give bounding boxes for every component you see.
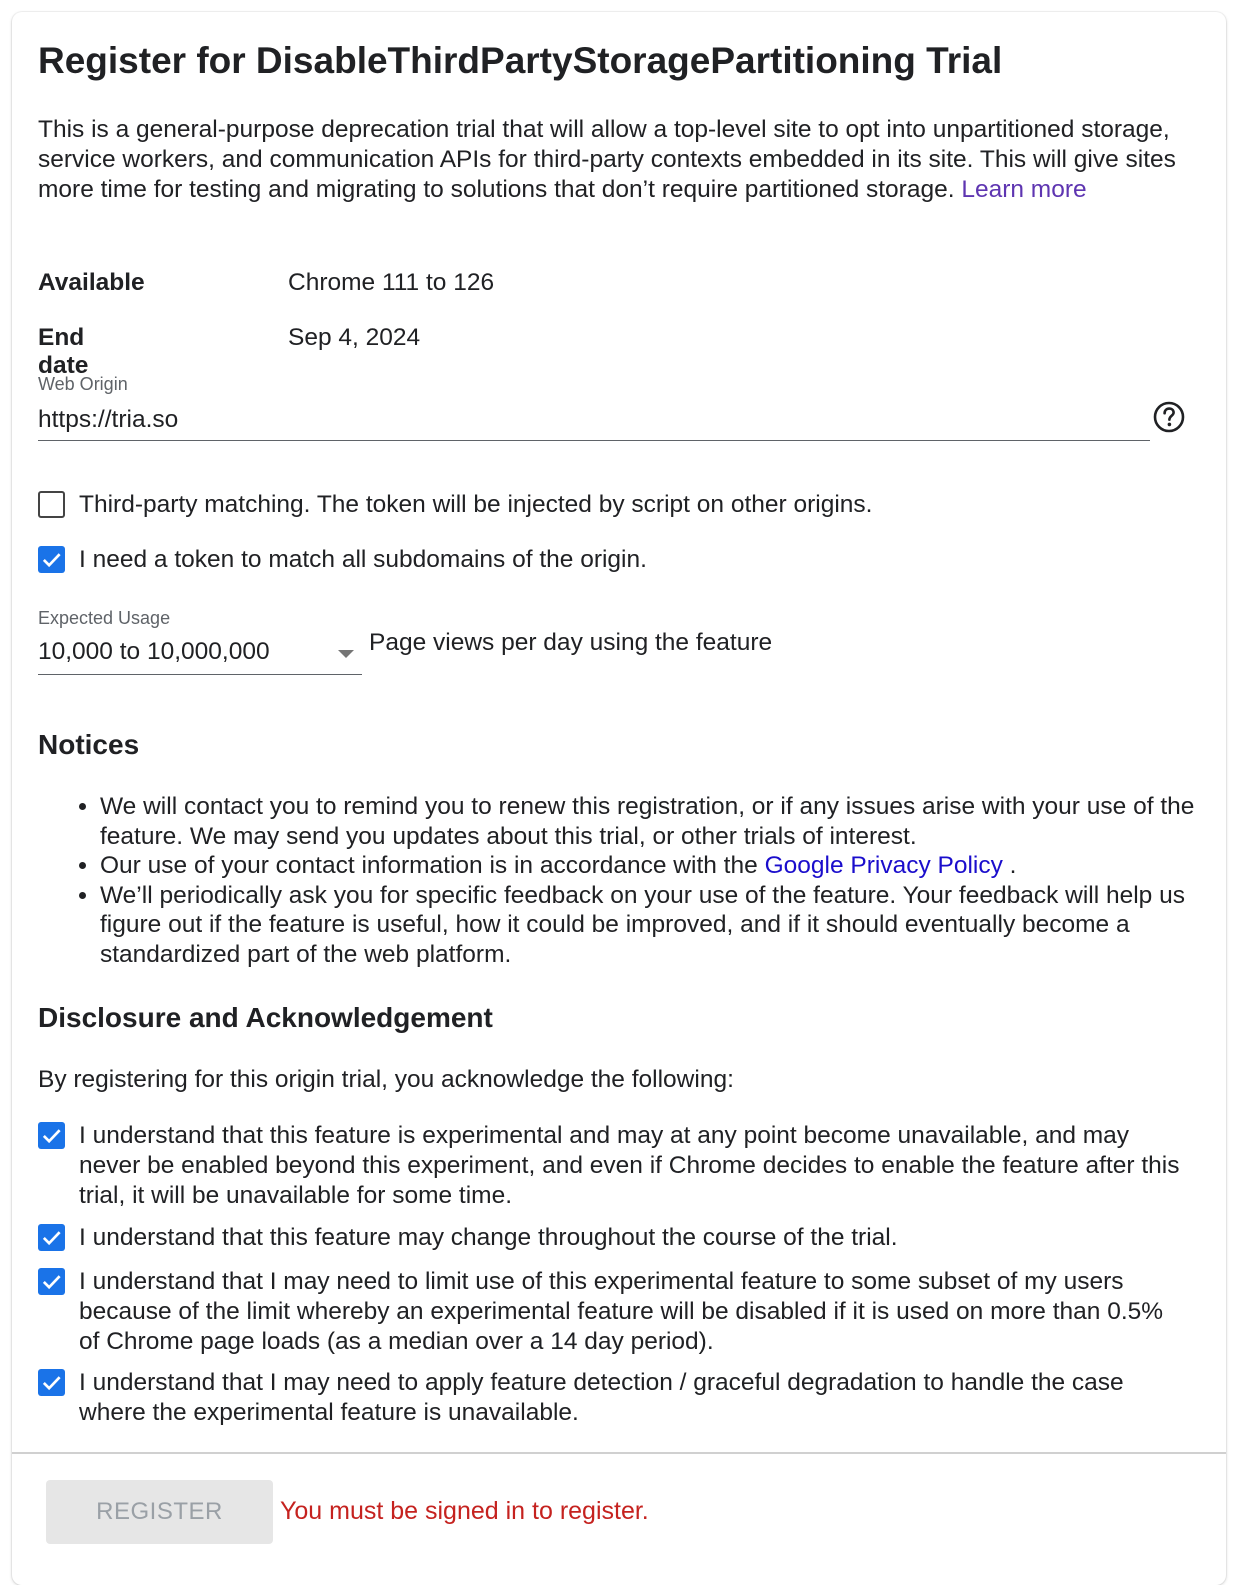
ack-label-detection: I understand that I may need to apply feature detection / graceful degradation to handle the case where the experimental feature is unavailable.: [79, 1369, 1124, 1426]
notices-heading: Notices: [38, 729, 140, 760]
end-date-value: Sep 4, 2024: [288, 324, 421, 351]
checkmark-icon: [40, 1371, 63, 1394]
expected-usage-value: 10,000 to 10,000,000: [38, 638, 270, 665]
expected-usage-suffix: Page views per day using the feature: [369, 629, 773, 656]
subdomains-checkbox[interactable]: [38, 546, 65, 573]
ack-checkbox-limit[interactable]: [38, 1268, 65, 1295]
privacy-policy-link[interactable]: Google Privacy Policy: [764, 852, 1003, 879]
checkmark-icon: [40, 548, 63, 571]
notices-list: [38, 792, 1198, 969]
notice-item: • We’ll periodically ask you for specific feedback on your use of the feature. Your feedback will help us figure out if the feature is useful, how it could be improved, and if it should eventually become a standardized part of the web platform.: [100, 881, 1198, 970]
registration-card: [12, 12, 1226, 1585]
third-party-matching-checkbox[interactable]: [38, 491, 65, 518]
disclosure-intro: By registering for this origin trial, you acknowledge the following:: [38, 1066, 734, 1093]
available-label: Available: [38, 269, 145, 296]
ack-label-experimental: I understand that this feature is experimental and may at any point become unavailable, and may never be enabled beyond this experiment, and even if Chrome decides to enable the feature after this trial, it will be unavailable for some time.: [79, 1122, 1180, 1209]
checkmark-icon: [40, 1270, 63, 1293]
notice-item: • We will contact you to remind you to renew this registration, or if any issues arise with your use of the feature. We may send you updates about this trial, or other trials of interest.: [100, 792, 1198, 851]
notice-item-text: Our use of your contact information is in accordance with the: [100, 852, 758, 879]
notice-item-suffix: .: [1009, 852, 1017, 879]
expected-usage-label: Expected Usage: [38, 608, 171, 628]
ack-checkbox-detection[interactable]: [38, 1369, 65, 1396]
register-button[interactable]: REGISTER: [46, 1480, 273, 1544]
footer-divider: [12, 1452, 1226, 1454]
web-origin-input[interactable]: [38, 400, 1150, 441]
page-title: Register for DisableThirdPartyStoragePartitioning Trial: [38, 40, 1003, 81]
third-party-matching-label: Third-party matching. The token will be injected by script on other origins.: [79, 491, 873, 518]
notice-item: [100, 851, 1198, 881]
web-origin-label: Web Origin: [38, 374, 128, 394]
help-circle-icon[interactable]: [1152, 400, 1186, 434]
ack-label-change: I understand that this feature may change throughout the course of the trial.: [79, 1224, 898, 1251]
ack-checkbox-experimental[interactable]: [38, 1122, 65, 1149]
checkmark-icon: [40, 1124, 63, 1147]
trial-description-text: This is a general-purpose deprecation trial that will allow a top-level site to opt into unpartitioned storage, service workers, and communication APIs for third-party contexts embedded in its site. This will give sites more time for testing and migrating to solutions that don’t require partitioned storage.: [38, 116, 1176, 203]
ack-label-limit: I understand that I may need to limit use of this experimental feature to some subset of my users because of the limit whereby an experimental feature will be disabled if it is used on more than 0.5% of Chrome page loads (as a median over a 14 day period).: [79, 1268, 1164, 1355]
dropdown-arrow-icon: [338, 650, 354, 658]
disclosure-heading: Disclosure and Acknowledgement: [38, 1002, 493, 1033]
ack-checkbox-change[interactable]: [38, 1224, 65, 1251]
checkmark-icon: [40, 1226, 63, 1249]
expected-usage-select[interactable]: [38, 634, 362, 675]
learn-more-link[interactable]: Learn more: [961, 176, 1087, 203]
sign-in-error-message: You must be signed in to register.: [280, 1497, 649, 1525]
available-value: Chrome 111 to 126: [288, 269, 495, 296]
end-date-label: End date: [38, 324, 89, 379]
trial-description: [38, 115, 1198, 205]
subdomains-label: I need a token to match all subdomains of the origin.: [79, 546, 647, 573]
